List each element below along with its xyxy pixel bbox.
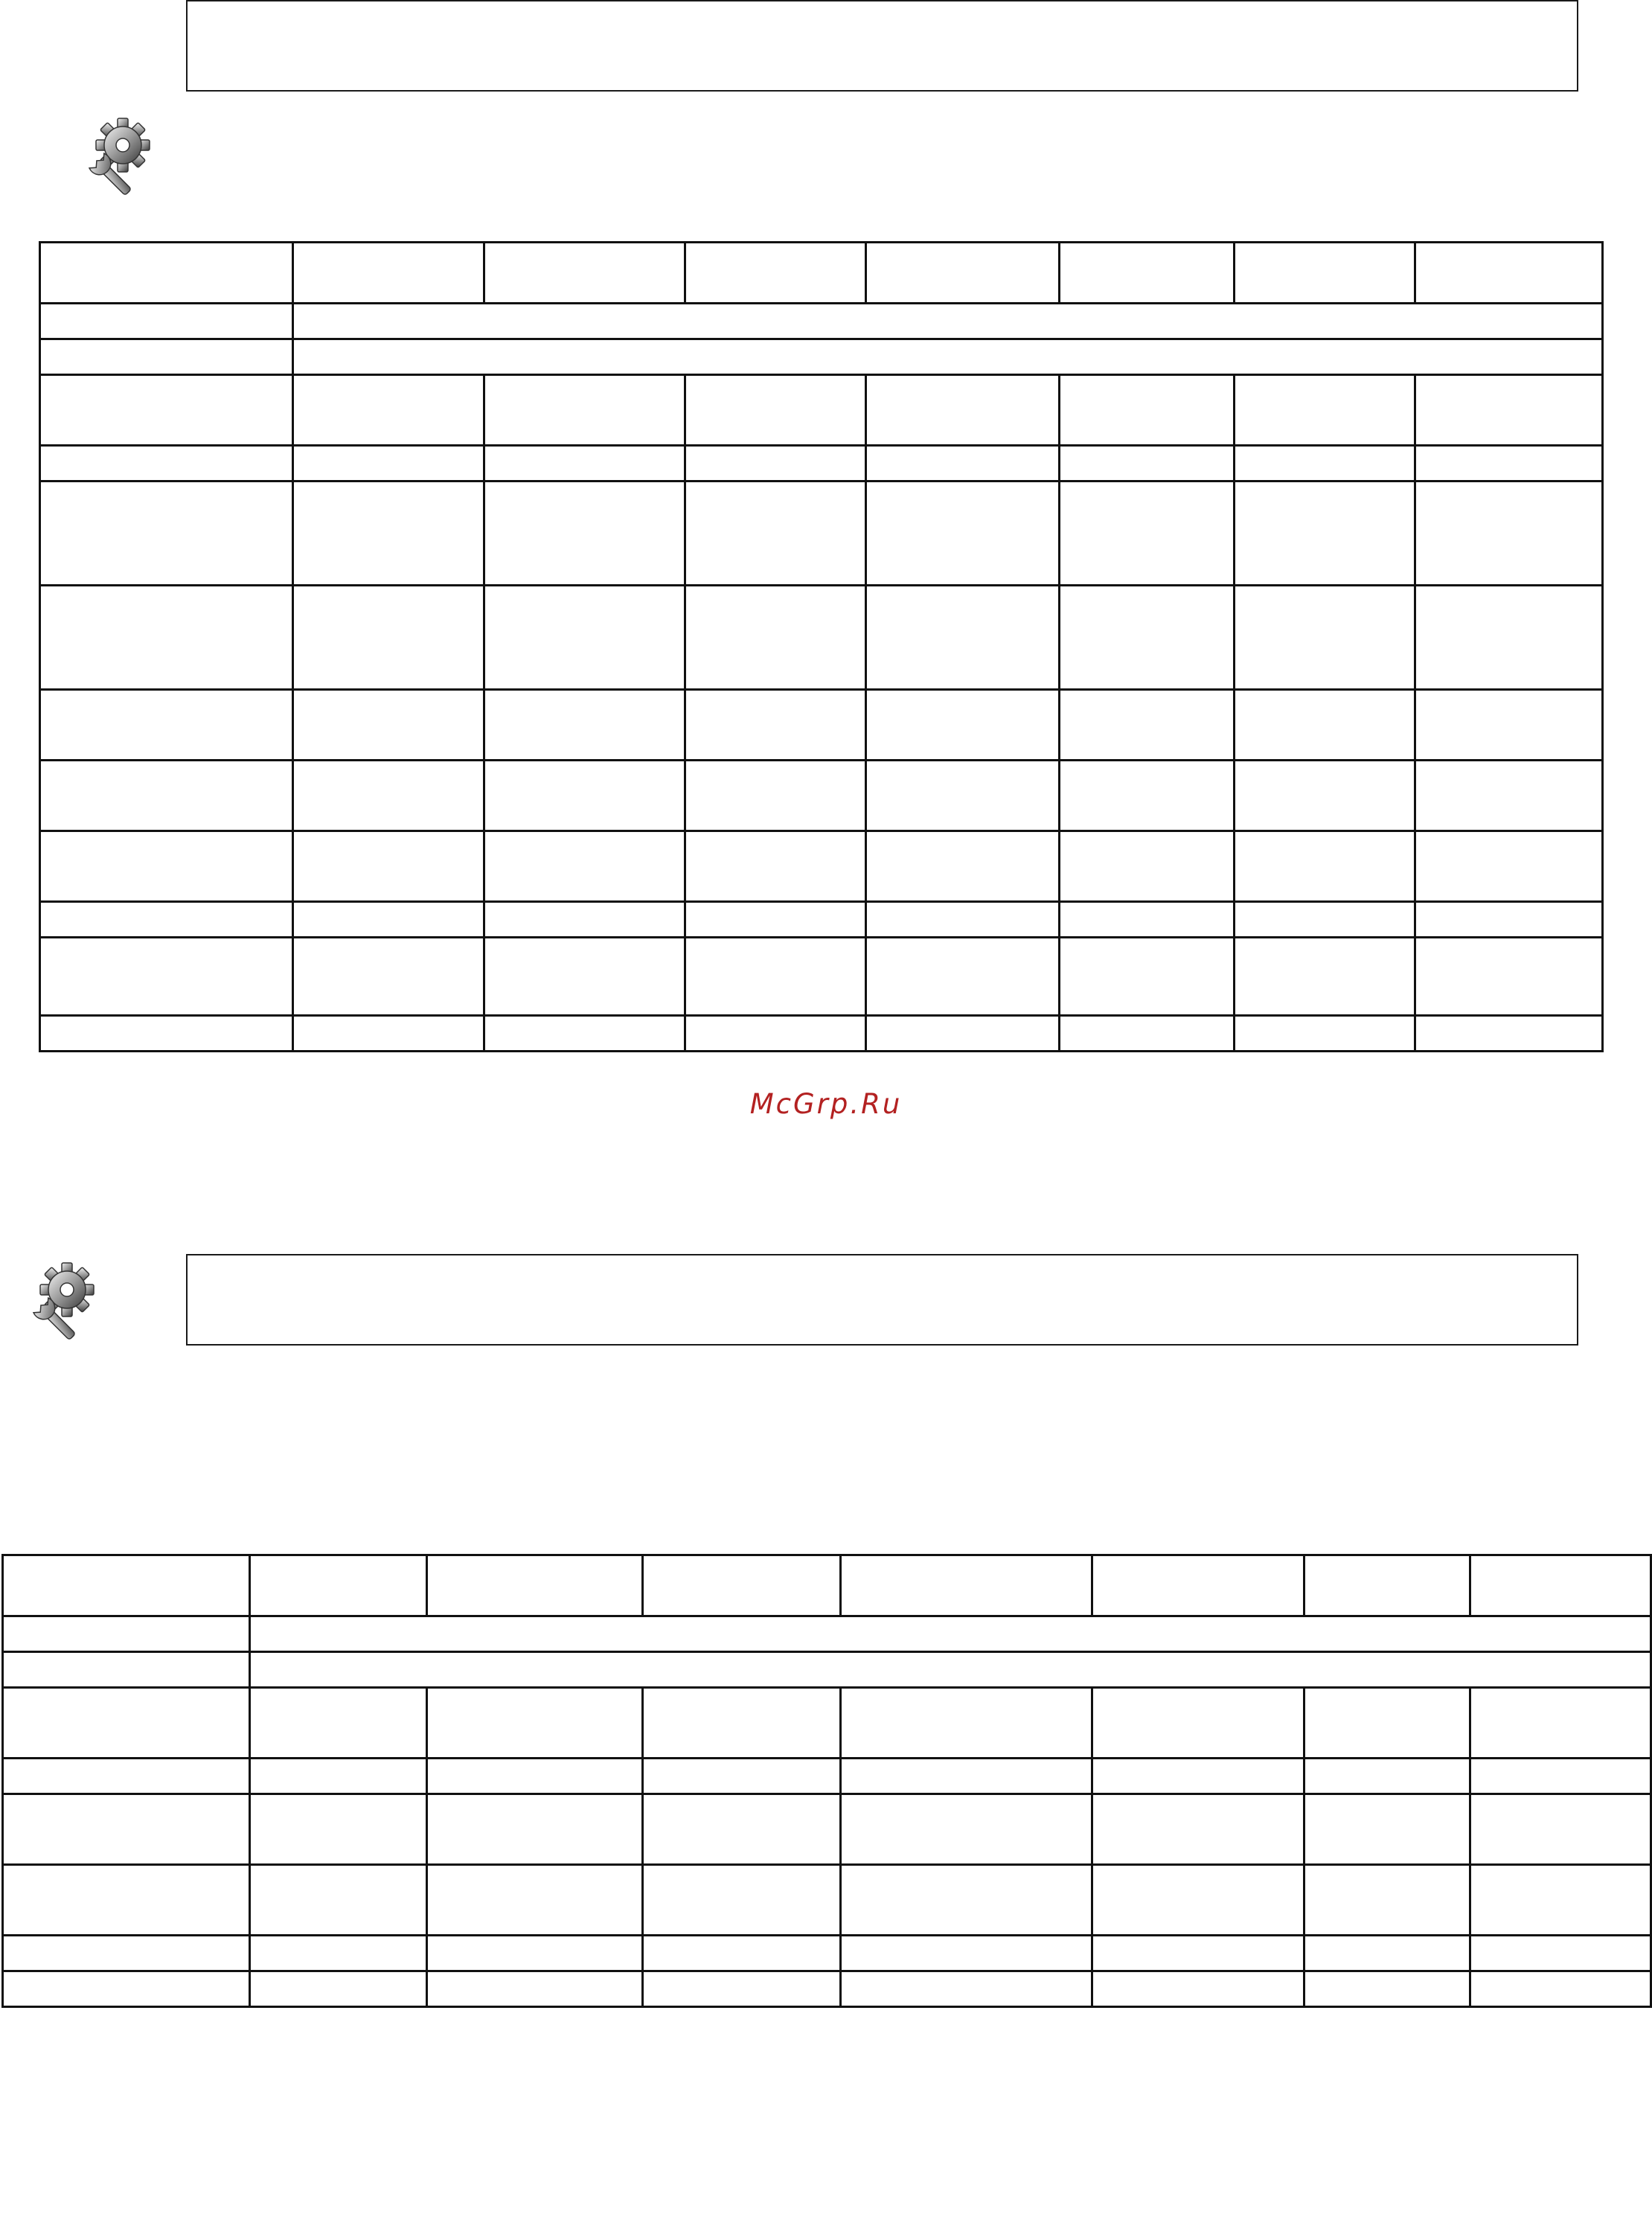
table-cell (293, 938, 484, 1016)
table-cell (293, 375, 484, 446)
table-cell (40, 586, 293, 690)
table-cell-merged (250, 1616, 1651, 1652)
table-cell (1235, 243, 1415, 304)
table-row (3, 1652, 1651, 1688)
table-cell (3, 1652, 250, 1688)
table-cell (866, 586, 1060, 690)
table-cell (250, 1688, 427, 1759)
table-cell (866, 902, 1060, 938)
table-cell (1060, 938, 1235, 1016)
table-cell (293, 761, 484, 831)
table-cell (866, 761, 1060, 831)
table-cell (841, 1865, 1092, 1936)
table-cell (841, 1555, 1092, 1616)
table-cell (250, 1555, 427, 1616)
table-row (40, 304, 1603, 339)
table-row (40, 761, 1603, 831)
table-row (40, 481, 1603, 586)
table-cell (1235, 586, 1415, 690)
table-cell (866, 375, 1060, 446)
table-row (3, 1555, 1651, 1616)
table-cell (40, 339, 293, 375)
table-cell (1060, 446, 1235, 481)
table-cell (1415, 243, 1603, 304)
table-cell (484, 243, 685, 304)
table-cell (1304, 1936, 1470, 1971)
table-cell (293, 690, 484, 761)
table-cell (685, 1016, 866, 1052)
table-cell (643, 1794, 841, 1865)
table-cell (1060, 831, 1235, 902)
table-cell (1092, 1688, 1304, 1759)
table-cell (293, 586, 484, 690)
table-cell (643, 1688, 841, 1759)
table-cell (484, 586, 685, 690)
table-cell (1235, 375, 1415, 446)
table-cell (866, 690, 1060, 761)
table-cell (643, 1971, 841, 2007)
table-cell (643, 1865, 841, 1936)
table-cell (1235, 446, 1415, 481)
table-cell-merged (293, 304, 1603, 339)
table-row (40, 586, 1603, 690)
table-cell (1060, 243, 1235, 304)
table-row (40, 902, 1603, 938)
table-cell (3, 1759, 250, 1794)
table-cell (1092, 1555, 1304, 1616)
table-cell (484, 902, 685, 938)
table-cell (1235, 481, 1415, 586)
table-cell (427, 1794, 643, 1865)
table-cell (1060, 1016, 1235, 1052)
table-cell (1415, 690, 1603, 761)
table-row (3, 1865, 1651, 1936)
table-cell (841, 1936, 1092, 1971)
table-row (40, 690, 1603, 761)
table-1 (39, 241, 1604, 1052)
table-cell (685, 761, 866, 831)
table-row (3, 1688, 1651, 1759)
table-cell (1092, 1971, 1304, 2007)
table-cell (1304, 1759, 1470, 1794)
table-cell (1235, 831, 1415, 902)
table-cell (40, 446, 293, 481)
table-cell (1470, 1865, 1651, 1936)
table-cell (685, 831, 866, 902)
table-cell (40, 761, 293, 831)
table-cell (1415, 831, 1603, 902)
table-row (40, 831, 1603, 902)
table-row (3, 1971, 1651, 2007)
table-cell (643, 1936, 841, 1971)
table-cell (484, 375, 685, 446)
table-cell (3, 1794, 250, 1865)
note-box-bottom (186, 1254, 1578, 1346)
table-cell (685, 902, 866, 938)
table-row (40, 243, 1603, 304)
table-cell (427, 1936, 643, 1971)
table-cell (40, 1016, 293, 1052)
table-cell (1415, 586, 1603, 690)
table-cell (40, 902, 293, 938)
table-cell (3, 1971, 250, 2007)
table-cell (685, 938, 866, 1016)
table-cell (841, 1794, 1092, 1865)
table-cell (40, 481, 293, 586)
table-cell (427, 1688, 643, 1759)
tools-gear-icon (15, 1252, 104, 1342)
table-cell (1470, 1759, 1651, 1794)
table-cell (685, 243, 866, 304)
watermark-text: McGrp.Ru (749, 1088, 903, 1120)
table-cell (841, 1971, 1092, 2007)
table-cell (1060, 586, 1235, 690)
table-cell (685, 481, 866, 586)
table-row (40, 375, 1603, 446)
table-cell (1235, 690, 1415, 761)
table-cell (1235, 1016, 1415, 1052)
table-cell (293, 902, 484, 938)
table-cell (293, 831, 484, 902)
table-row (40, 938, 1603, 1016)
table-cell (250, 1759, 427, 1794)
table-cell (1415, 902, 1603, 938)
table-cell (1060, 375, 1235, 446)
table-row (3, 1794, 1651, 1865)
table-cell (841, 1688, 1092, 1759)
table-cell (643, 1759, 841, 1794)
table-cell (427, 1555, 643, 1616)
table-cell (3, 1616, 250, 1652)
table-cell (1092, 1759, 1304, 1794)
table-cell (866, 481, 1060, 586)
table-cell (1415, 938, 1603, 1016)
table-cell (40, 304, 293, 339)
table-row (40, 339, 1603, 375)
table-cell (250, 1865, 427, 1936)
table-row (40, 446, 1603, 481)
table-cell-merged (293, 339, 1603, 375)
table-cell (293, 446, 484, 481)
table-cell (1304, 1794, 1470, 1865)
table-cell (1304, 1865, 1470, 1936)
table-cell (427, 1865, 643, 1936)
table-cell (293, 243, 484, 304)
table-cell (866, 831, 1060, 902)
table-cell (1060, 481, 1235, 586)
table-cell (1470, 1688, 1651, 1759)
tools-gear-icon (71, 108, 160, 197)
table-cell (866, 446, 1060, 481)
table-cell (841, 1759, 1092, 1794)
table-cell (293, 481, 484, 586)
table-cell (1470, 1555, 1651, 1616)
table-cell (3, 1688, 250, 1759)
table-cell-merged (250, 1652, 1651, 1688)
table-cell (1092, 1936, 1304, 1971)
table-cell (1304, 1555, 1470, 1616)
table-2 (1, 1554, 1652, 2008)
table-cell (3, 1555, 250, 1616)
table-cell (1235, 938, 1415, 1016)
table-cell (40, 375, 293, 446)
table-cell (427, 1759, 643, 1794)
table-cell (250, 1971, 427, 2007)
table-cell (1060, 690, 1235, 761)
table-row (40, 1016, 1603, 1052)
table-cell (685, 375, 866, 446)
table-cell (1415, 1016, 1603, 1052)
table-cell (643, 1555, 841, 1616)
table-cell (1092, 1865, 1304, 1936)
table-cell (3, 1936, 250, 1971)
table-cell (1304, 1688, 1470, 1759)
table-row (3, 1616, 1651, 1652)
table-cell (1415, 446, 1603, 481)
table-cell (484, 446, 685, 481)
table-cell (1304, 1971, 1470, 2007)
table-cell (1235, 761, 1415, 831)
table-cell (484, 690, 685, 761)
table-cell (40, 831, 293, 902)
table-cell (427, 1971, 643, 2007)
table-cell (1092, 1794, 1304, 1865)
table-cell (250, 1794, 427, 1865)
table-cell (484, 938, 685, 1016)
table-cell (685, 690, 866, 761)
table-cell (1415, 761, 1603, 831)
table-cell (1470, 1971, 1651, 2007)
table-row (3, 1936, 1651, 1971)
table-cell (1060, 902, 1235, 938)
table-cell (866, 243, 1060, 304)
table-cell (685, 446, 866, 481)
table-cell (484, 1016, 685, 1052)
table-cell (484, 761, 685, 831)
table-cell (1470, 1936, 1651, 1971)
table-cell (484, 831, 685, 902)
table-cell (40, 243, 293, 304)
table-cell (484, 481, 685, 586)
table-cell (250, 1936, 427, 1971)
table-cell (866, 938, 1060, 1016)
table-cell (1470, 1794, 1651, 1865)
note-box-top (186, 0, 1578, 92)
table-row (3, 1759, 1651, 1794)
table-cell (1060, 761, 1235, 831)
table-cell (1415, 375, 1603, 446)
table-cell (293, 1016, 484, 1052)
table-cell (40, 690, 293, 761)
table-cell (685, 586, 866, 690)
table-cell (866, 1016, 1060, 1052)
table-cell (3, 1865, 250, 1936)
table-cell (40, 938, 293, 1016)
table-cell (1235, 902, 1415, 938)
table-cell (1415, 481, 1603, 586)
